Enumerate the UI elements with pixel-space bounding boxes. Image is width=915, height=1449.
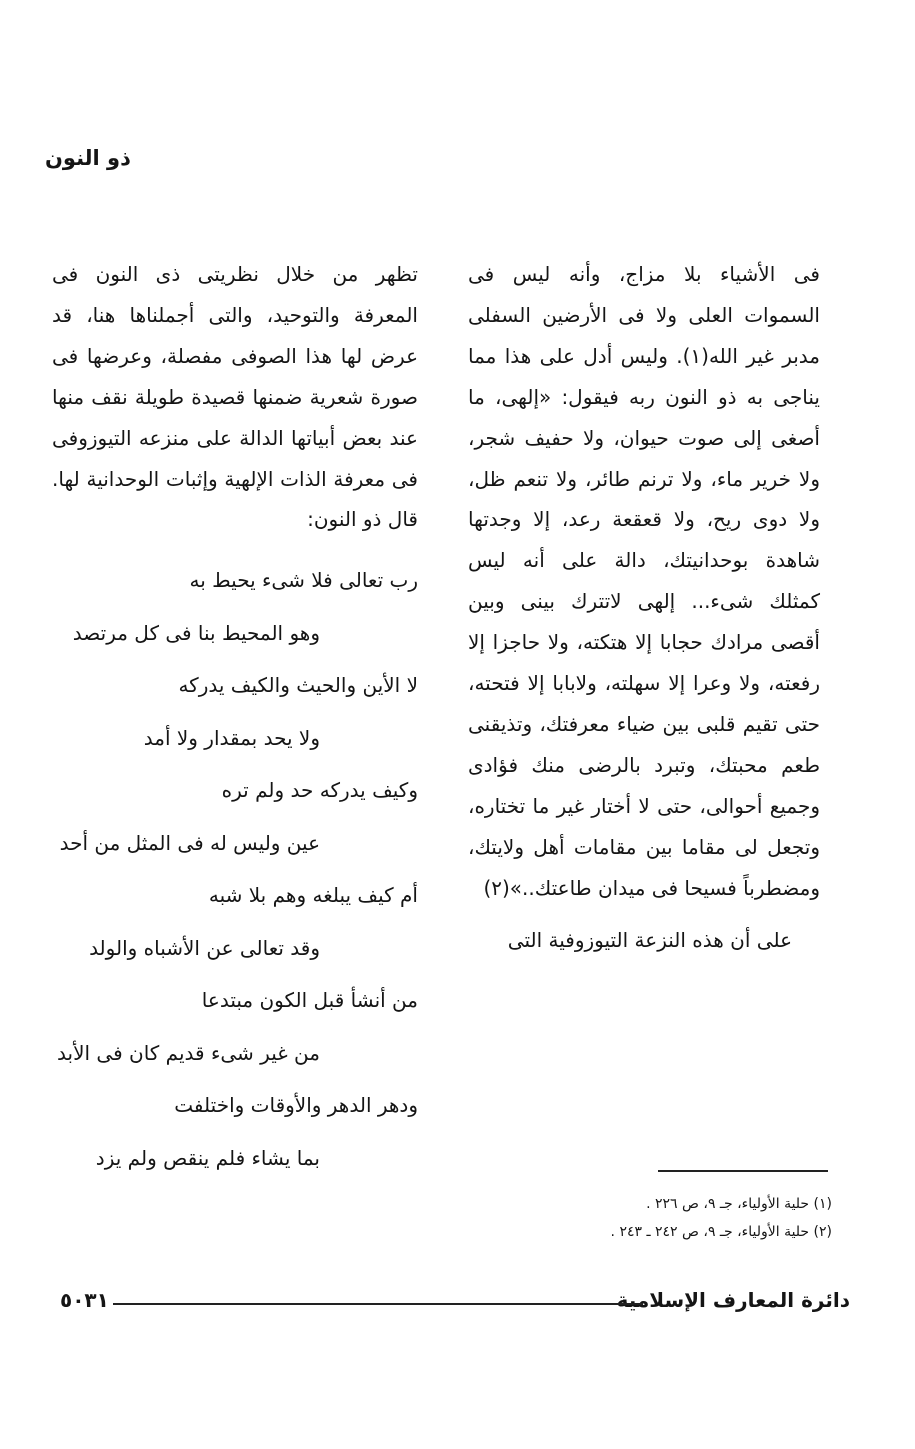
poem-verse-1: رب تعالى فلا شىء يحيط به	[189, 568, 418, 593]
poem-verse-7: أم كيف يبلغه وهم بلا شبه	[208, 883, 418, 908]
poem-verse-2: وهو المحيط بنا فى كل مرتصد	[72, 620, 320, 645]
continuing-paragraph: على أن هذه النزعة التيوزوفية التى	[507, 927, 792, 952]
poem-verse-5: وكيف يدركه حد ولم تره	[221, 778, 418, 803]
running-head-title: ذو النون	[45, 146, 131, 170]
right-column	[468, 254, 820, 960]
footnote-2: (٢) حلية الأولياء، جـ ٩، ص ٢٤٢ ـ ٢٤٣ .	[610, 1224, 832, 1240]
poem-intro-paragraph: تظهر من خلال نظريتى ذى النون فى المعرفة والتوحيد، والتى أجملناها هنا، قد عرض لها هذا الصوفى مفصلة، وعرضها فى صورة شعرية ضمنها قصيدة طويلة نقف منها عند بعض أبياتها الدالة على منزعه التيوزوفى فى معرفة الذات الإلهية وإثبات الوحدانية لها. قال ذو النون:	[52, 262, 418, 532]
poem-verse-3: لا الأين والحيث والكيف يدركه	[178, 673, 418, 698]
poem-verse-11: ودهر الدهر والأوقات واختلفت	[174, 1093, 418, 1118]
poem-verse-10: من غير شىء قديم كان فى الأبد	[57, 1040, 320, 1065]
poem-verse-4: ولا يحد بمقدار ولا أمد	[143, 725, 320, 750]
poem-verse-6: عين وليس له فى المثل من أحد	[59, 830, 320, 855]
left-column	[52, 254, 418, 1190]
page-number: ٥٠٣١	[60, 1288, 109, 1312]
footnote-1: (١) حلية الأولياء، جـ ٩، ص ٢٢٦ .	[646, 1196, 832, 1212]
main-paragraph: فى الأشياء بلا مزاج، وأنه ليس فى السموات العلى ولا فى الأرضين السفلى مدبر غير الله(١). وليس أدل على هذا مما يناجى به ذو النون ربه فيقول: «إلهى، ما أصغى إلى صوت حيوان، ولا حفيف شجر، ولا خرير ماء، ولا ترنم طائر، ولا تنعم ظل، ولا دوى ريح، ولا قعقعة رعد، إلا وجدتها شاهدة بوحدانيتك، دالة على أنه ليس كمثلك شىء... إلهى لاتترك بينى وبين أقصى مرادك حجابا إلا هتكته، ولا حاجزا إلا رفعته، ولا وعرا إلا سهلته، ولابابا إلا فتحته، حتى تقيم قلبى بين ضياء معرفتك، وتذيقنى طعم محبتك، وتبرد بالرضى منك فؤادى وجميع أحوالى، حتى لا أختار غير ما تختاره، وتجعل لى مقاما بين مقامات أهل ولايتك، ومضطرباً فسيحا فى ميدان طاعتك..»(٢)	[468, 262, 821, 900]
poem-verse-9: من أنشأ قبل الكون مبتدعا	[201, 988, 418, 1013]
poem-verse-8: وقد تعالى عن الأشباه والولد	[89, 935, 320, 960]
footnote-divider	[658, 1170, 828, 1172]
footer-divider	[113, 1303, 643, 1305]
footnotes	[440, 1190, 832, 1246]
footer-publication-title: دائرة المعارف الإسلامية	[616, 1288, 850, 1312]
poem-verse-12: بما يشاء فلم ينقص ولم يزد	[95, 1145, 320, 1170]
